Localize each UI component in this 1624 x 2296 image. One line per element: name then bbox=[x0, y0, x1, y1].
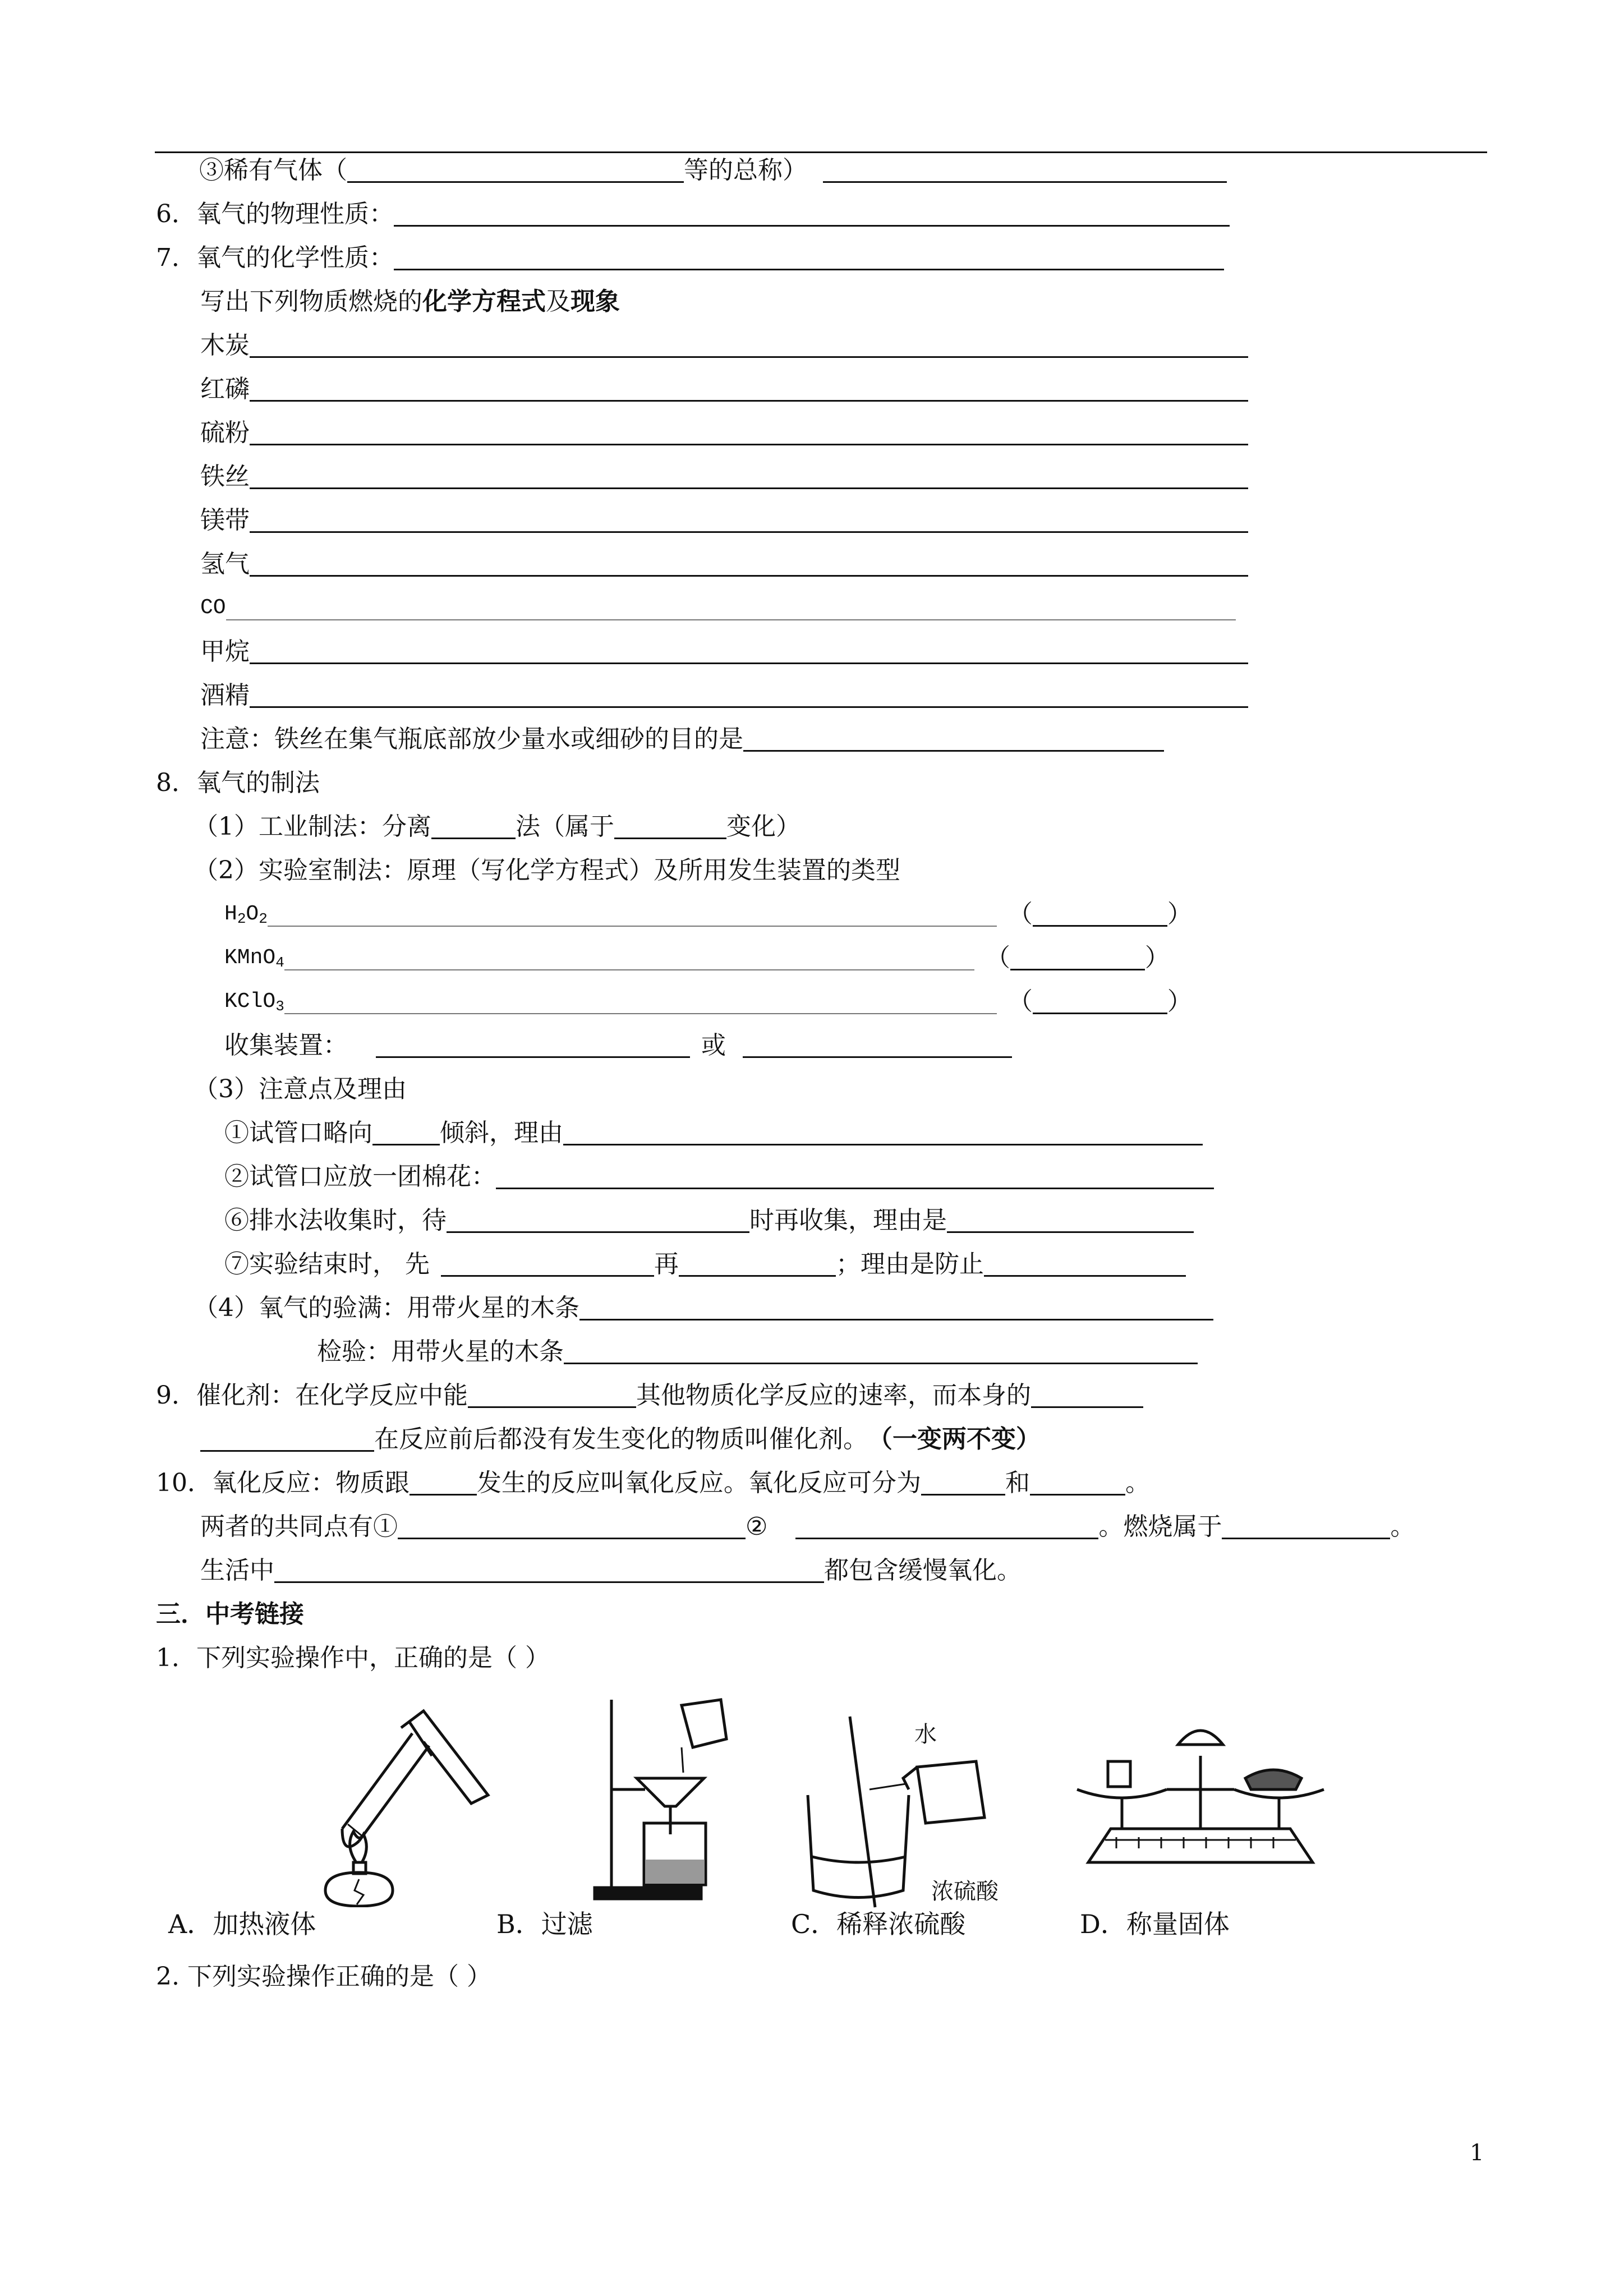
label-honglin: 红磷 bbox=[200, 375, 250, 403]
line-q10 bbox=[156, 1458, 1150, 1498]
option-d[interactable]: D．称量固体 bbox=[1080, 1909, 1230, 1939]
q10-text-i: 生活中 bbox=[200, 1556, 274, 1585]
q10-text-h: 。 bbox=[1390, 1512, 1415, 1541]
blank-h2o2-device[interactable] bbox=[1033, 899, 1167, 927]
line-liufen bbox=[200, 408, 1248, 448]
line-rare-gas bbox=[199, 146, 1227, 185]
line-industrial bbox=[194, 802, 801, 841]
figure-filtration bbox=[583, 1694, 740, 1913]
label-jiawan: 甲烷 bbox=[200, 637, 250, 666]
blank-ind-1[interactable] bbox=[431, 812, 516, 839]
q9-text-c: 在反应前后都没有发生变化的物质叫催化剂。 bbox=[374, 1425, 868, 1453]
blank-q10-3[interactable] bbox=[1030, 1468, 1125, 1496]
blank-collect-2[interactable] bbox=[743, 1030, 1012, 1058]
q4b-text: 检验：用带火星的木条 bbox=[317, 1337, 564, 1366]
mc1-stem: 1．下列实验操作中，正确的是（ ） bbox=[156, 1644, 550, 1672]
blank-q9-1[interactable] bbox=[468, 1381, 636, 1408]
label-conc-acid: 浓硫酸 bbox=[931, 1879, 999, 1904]
q4a-text: （4）氧气的验满：用带火星的木条 bbox=[194, 1294, 579, 1322]
q7-label: 7．氧气的化学性质： bbox=[156, 243, 394, 272]
line-meidai bbox=[200, 496, 1248, 535]
option-b[interactable]: B．过滤 bbox=[496, 1909, 593, 1939]
blank-muttan[interactable] bbox=[250, 330, 1248, 358]
q10-text-j: 都包含缓慢氧化。 bbox=[824, 1556, 1022, 1585]
n2-text: ②试管口应放一团棉花： bbox=[224, 1162, 496, 1191]
blank-kclo3-equation[interactable] bbox=[284, 987, 997, 1014]
formula-kclo3: KClO$_3$ bbox=[224, 990, 284, 1015]
line-notes3 bbox=[194, 1065, 407, 1104]
blank-honglin[interactable] bbox=[250, 374, 1248, 402]
q9-text-b: 其他物质化学反应的速率，而本身的 bbox=[636, 1381, 1031, 1410]
blank-rare-gas-2[interactable] bbox=[823, 155, 1227, 183]
line-q7 bbox=[156, 233, 1224, 273]
collect-label: 收集装置： bbox=[224, 1031, 348, 1060]
blank-n7-1[interactable] bbox=[441, 1249, 654, 1277]
collect-or: 或 bbox=[701, 1031, 726, 1060]
blank-jiujing[interactable] bbox=[250, 680, 1248, 708]
paren-right: ） bbox=[1167, 987, 1192, 1016]
line-honglin bbox=[200, 365, 1248, 404]
ind-text-2: 法（属于 bbox=[516, 812, 614, 841]
mc2-stem: 2. 下列实验操作正确的是（ ） bbox=[156, 1962, 491, 1991]
line-n7 bbox=[224, 1240, 1186, 1279]
blank-q4a[interactable] bbox=[579, 1293, 1213, 1320]
q10-text-e: 两者的共同点有① bbox=[200, 1512, 398, 1541]
blank-tiesi[interactable] bbox=[250, 462, 1248, 489]
blank-ind-2[interactable] bbox=[614, 812, 726, 839]
blank-q10-5[interactable] bbox=[795, 1512, 1098, 1539]
label-liufen: 硫粉 bbox=[200, 418, 250, 447]
line-q10-life bbox=[200, 1546, 1022, 1585]
label-tiesi: 铁丝 bbox=[200, 462, 250, 491]
blank-n2[interactable] bbox=[496, 1162, 1214, 1189]
option-c[interactable]: C．稀释浓硫酸 bbox=[791, 1909, 966, 1939]
line-n1 bbox=[224, 1108, 1203, 1148]
line-q10-common bbox=[200, 1502, 1415, 1542]
blank-kmno4-equation[interactable] bbox=[284, 944, 974, 970]
q6-label: 6．氧气的物理性质： bbox=[156, 200, 394, 228]
line-jiawan bbox=[200, 627, 1248, 666]
figure-balance bbox=[1066, 1694, 1335, 1885]
q10-text-c: 和 bbox=[1005, 1469, 1030, 1497]
blank-kclo3-device[interactable] bbox=[1033, 987, 1167, 1014]
blank-n1-reason[interactable] bbox=[563, 1118, 1203, 1145]
line-q4b bbox=[317, 1327, 1198, 1366]
label-qingqi: 氢气 bbox=[200, 550, 250, 578]
notes3-title: （3）注意点及理由 bbox=[194, 1075, 407, 1103]
line-q6 bbox=[156, 190, 1230, 229]
line-tiesi bbox=[200, 452, 1248, 491]
option-a[interactable]: A．加热液体 bbox=[168, 1909, 316, 1939]
blank-q6[interactable] bbox=[394, 199, 1230, 227]
blank-q10-7[interactable] bbox=[274, 1556, 824, 1583]
line-jiujing bbox=[200, 671, 1248, 710]
paren-right: ） bbox=[1167, 900, 1192, 928]
formula-kmno4: KMnO$_4$ bbox=[224, 946, 284, 971]
blank-liufen[interactable] bbox=[250, 418, 1248, 445]
blank-meidai[interactable] bbox=[250, 505, 1248, 533]
blank-n6-1[interactable] bbox=[447, 1205, 749, 1233]
blank-n1-direction[interactable] bbox=[372, 1118, 440, 1145]
blank-h2o2-equation[interactable] bbox=[268, 900, 997, 927]
write-equation: 化学方程式 bbox=[422, 287, 546, 316]
n7-text-b: 再 bbox=[654, 1250, 679, 1278]
line-mc2 bbox=[156, 1952, 491, 1991]
blank-q7[interactable] bbox=[394, 243, 1224, 270]
rare-gas-label: ③稀有气体（ bbox=[199, 156, 347, 185]
q10-text-a: 10．氧化反应：物质跟 bbox=[156, 1469, 410, 1497]
blank-note[interactable] bbox=[743, 724, 1164, 752]
n6-text-b: 时再收集，理由是 bbox=[749, 1206, 947, 1235]
line-q8 bbox=[156, 758, 320, 798]
paren-left: （ bbox=[1007, 987, 1033, 1016]
label-water: 水 bbox=[914, 1722, 937, 1747]
line-kmno4 bbox=[224, 933, 1170, 973]
ind-text-3: 变化） bbox=[726, 812, 801, 841]
paren-right: ） bbox=[1144, 944, 1170, 972]
rare-gas-mid: 等的总称） bbox=[684, 156, 807, 185]
line-q9 bbox=[156, 1371, 1143, 1410]
blank-q9-2[interactable] bbox=[1031, 1381, 1143, 1408]
line-mc1 bbox=[156, 1634, 550, 1673]
page-number: 1 bbox=[1470, 2140, 1484, 2166]
q10-text-b: 发生的反应叫氧化反应。氧化反应可分为 bbox=[477, 1469, 921, 1497]
line-q9-cont bbox=[200, 1415, 1041, 1454]
n6-text-a: ⑥排水法收集时，待 bbox=[224, 1206, 447, 1235]
write-phenomenon: 现象 bbox=[571, 287, 620, 316]
q10-text-f: ② bbox=[746, 1512, 768, 1541]
blank-n7-3[interactable] bbox=[984, 1249, 1186, 1277]
label-muttan: 木炭 bbox=[200, 331, 250, 360]
n7-text-a: ⑦实验结束时， 先 bbox=[224, 1250, 430, 1278]
paren-left: （ bbox=[985, 944, 1010, 972]
blank-q10-1[interactable] bbox=[410, 1468, 477, 1496]
write-prefix: 写出下列物质燃烧的 bbox=[200, 287, 422, 316]
q8-title: 8．氧气的制法 bbox=[156, 769, 320, 797]
blank-jiawan[interactable] bbox=[250, 637, 1248, 664]
n1-text-b: 倾斜，理由 bbox=[440, 1119, 563, 1147]
line-collect bbox=[224, 1021, 1012, 1060]
line-n2 bbox=[224, 1152, 1214, 1191]
q9-text-d: （一变两不变） bbox=[868, 1425, 1041, 1453]
label-meidai: 镁带 bbox=[200, 506, 250, 535]
figure-heating-liquid bbox=[303, 1694, 505, 1907]
note-text: 注意：铁丝在集气瓶底部放少量水或细砂的目的是 bbox=[200, 725, 743, 753]
write-and: 及 bbox=[546, 287, 571, 316]
section3-title: 三．中考链接 bbox=[156, 1600, 304, 1628]
line-kclo3 bbox=[224, 977, 1192, 1016]
figure-diluting-acid bbox=[797, 1694, 1032, 1913]
blank-collect-1[interactable] bbox=[376, 1030, 690, 1058]
line-muttan bbox=[200, 321, 1248, 360]
line-q4a bbox=[194, 1283, 1213, 1323]
line-write-instruction bbox=[200, 277, 620, 316]
blank-n6-2[interactable] bbox=[947, 1205, 1194, 1233]
blank-rare-gas-1[interactable] bbox=[347, 155, 684, 183]
label-co: CO bbox=[200, 596, 226, 620]
line-lab bbox=[194, 846, 900, 885]
blank-co[interactable] bbox=[226, 593, 1236, 620]
blank-q10-6[interactable] bbox=[1222, 1512, 1390, 1539]
blank-q10-2[interactable] bbox=[921, 1468, 1005, 1496]
blank-q4b[interactable] bbox=[564, 1337, 1198, 1364]
n1-text-a: ①试管口略向 bbox=[224, 1119, 372, 1147]
q9-text-a: 9．催化剂：在化学反应中能 bbox=[156, 1381, 468, 1410]
formula-h2o2: $H_2O_2$ bbox=[224, 902, 268, 927]
q10-text-d: 。 bbox=[1125, 1469, 1150, 1497]
line-co bbox=[200, 583, 1236, 623]
line-n6 bbox=[224, 1196, 1194, 1235]
n7-text-c: ；理由是防止 bbox=[836, 1250, 984, 1278]
blank-qingqi[interactable] bbox=[250, 549, 1248, 577]
line-qingqi bbox=[200, 540, 1248, 579]
label-jiujing: 酒精 bbox=[200, 681, 250, 710]
blank-q10-4[interactable] bbox=[398, 1512, 746, 1539]
blank-n7-2[interactable] bbox=[679, 1249, 836, 1277]
blank-kmno4-device[interactable] bbox=[1010, 943, 1145, 970]
line-h2o2 bbox=[224, 890, 1192, 929]
blank-q9-3[interactable] bbox=[200, 1424, 374, 1452]
q10-text-g: 。燃烧属于 bbox=[1098, 1512, 1222, 1541]
lab-text: （2）实验室制法：原理（写化学方程式）及所用发生装置的类型 bbox=[194, 856, 900, 885]
line-section3 bbox=[156, 1590, 304, 1629]
line-note bbox=[200, 715, 1164, 754]
ind-text-1: （1）工业制法：分离 bbox=[194, 812, 431, 841]
paren-left: （ bbox=[1007, 900, 1033, 928]
